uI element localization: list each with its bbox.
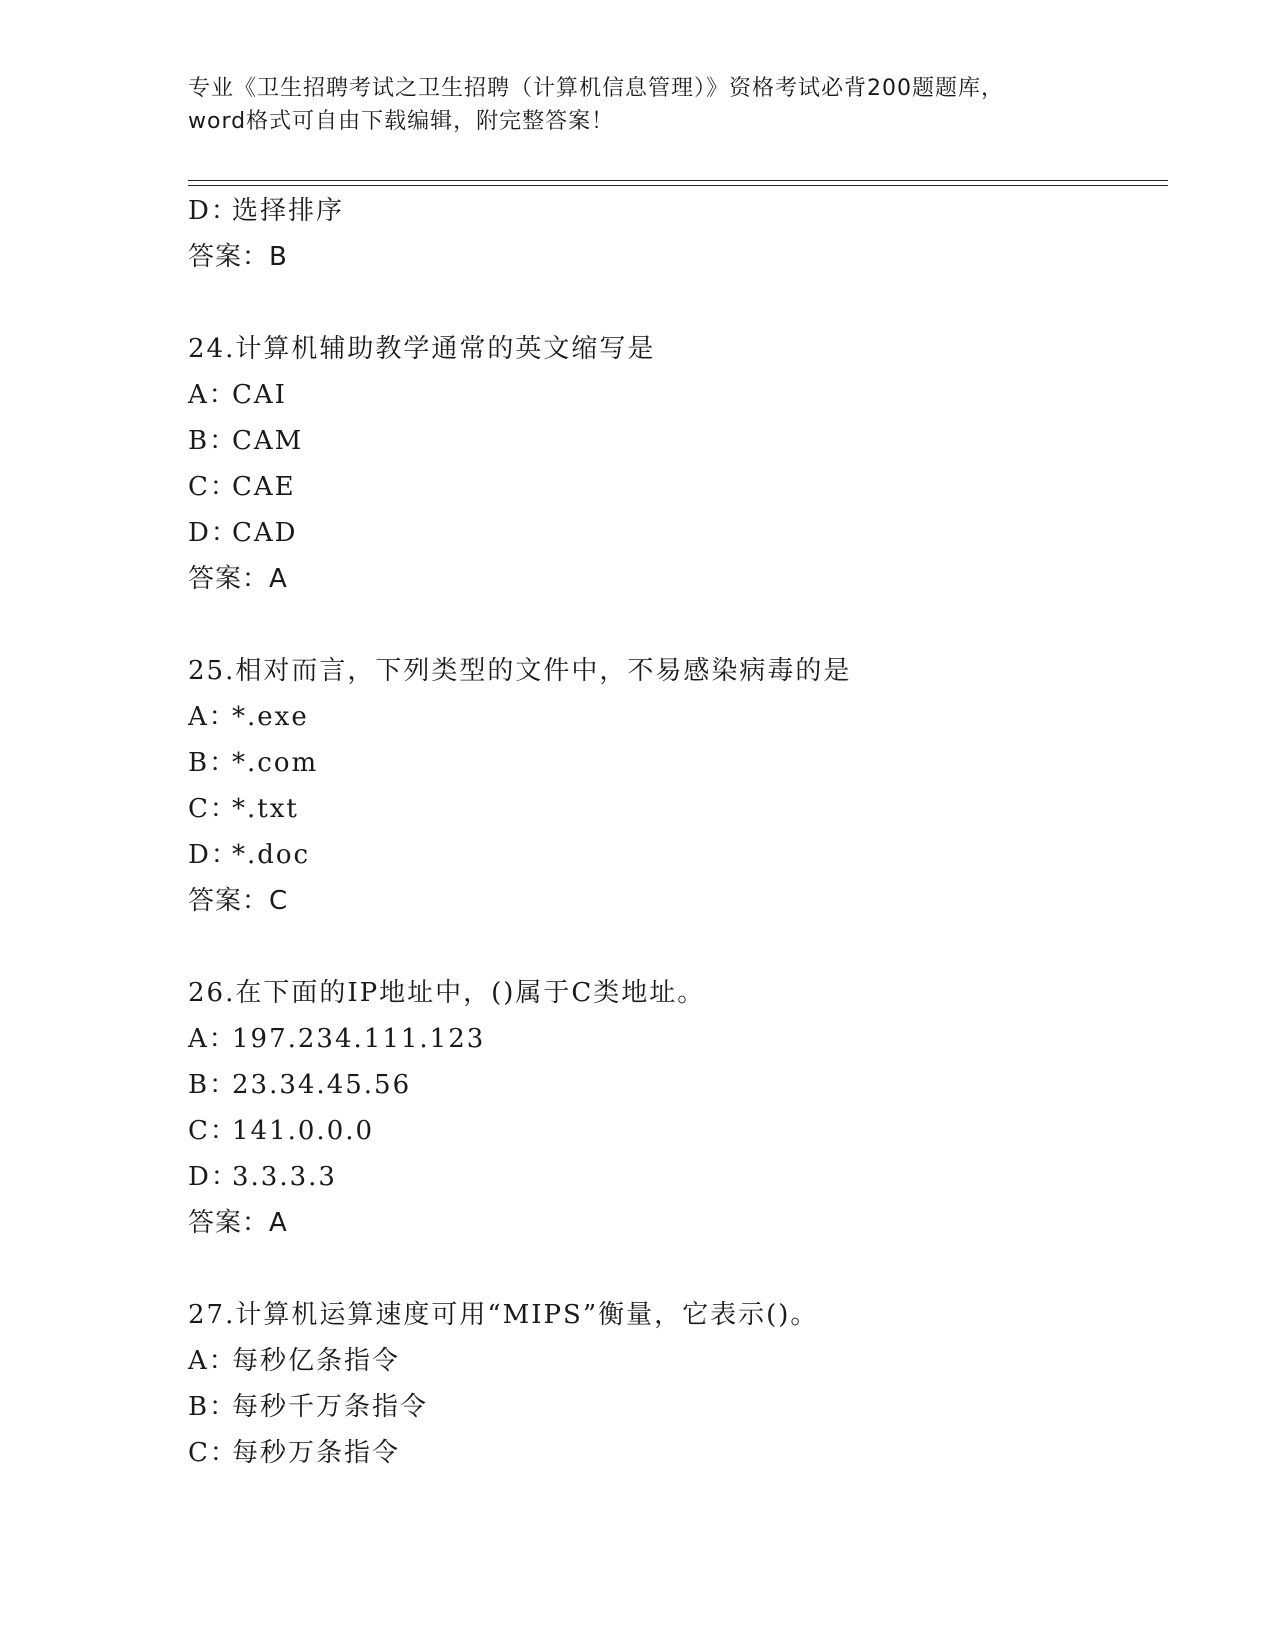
spacer [188,1246,1168,1292]
option-key: C： [188,1438,238,1468]
option-row [188,832,1168,878]
option-key: D： [188,196,239,226]
option-row [188,1154,1168,1200]
option-row [188,1062,1168,1108]
option-row [188,188,1168,234]
spacer [188,602,1168,648]
answer-line: 答案：A [188,1208,288,1238]
header-title-line-1: 专业《卫生招聘考试之卫生招聘（计算机信息管理）》资格考试必背200题题库， [188,76,1004,101]
option-key: D： [188,1162,239,1192]
option-key: D： [188,518,239,548]
question-list [188,188,1168,1476]
option-text: 141.0.0.0 [232,1116,375,1146]
option-key: D： [188,840,239,870]
option-row [188,1430,1168,1476]
option-key: B： [188,748,238,778]
option-row [188,418,1168,464]
spacer [188,924,1168,970]
option-text: 每秒千万条指令 [232,1392,429,1422]
option-key: B： [188,1070,238,1100]
option-row [188,740,1168,786]
answer-line: 答案：B [188,242,288,272]
option-text: *.exe [232,702,309,732]
option-text: 197.234.111.123 [232,1024,486,1054]
option-text: 3.3.3.3 [232,1162,337,1192]
option-key: C： [188,1116,238,1146]
option-text: 23.34.45.56 [232,1070,412,1100]
question-stem: 27.计算机运算速度可用“MIPS”衡量，它表示()。 [188,1300,819,1330]
question-stem: 25.相对而言，下列类型的文件中，不易感染病毒的是 [188,656,852,686]
option-row [188,510,1168,556]
option-row [188,1108,1168,1154]
option-text: CAI [232,380,287,410]
option-row [188,1338,1168,1384]
answer-line: 答案：A [188,564,288,594]
option-text: *.txt [232,794,299,824]
spacer [188,280,1168,326]
option-key: C： [188,472,238,502]
header-divider-bottom [188,185,1168,186]
option-text: 选择排序 [232,196,345,226]
option-row [188,464,1168,510]
option-key: B： [188,426,238,456]
answer-line: 答案：C [188,886,289,916]
option-key: A： [188,380,237,410]
option-key: A： [188,1024,237,1054]
option-text: *.doc [232,840,311,870]
option-text: CAM [232,426,304,456]
option-key: B： [188,1392,238,1422]
option-row [188,1016,1168,1062]
header-divider-top [188,180,1168,181]
question-stem: 26.在下面的IP地址中，()属于C类地址。 [188,978,706,1008]
option-key: A： [188,702,237,732]
option-key: A： [188,1346,237,1376]
option-text: *.com [232,748,319,778]
option-text: 每秒亿条指令 [232,1346,401,1376]
option-row [188,1384,1168,1430]
option-text: CAE [232,472,296,502]
option-text: CAD [232,518,298,548]
header-title-line-2: word格式可自由下载编辑，附完整答案！ [188,109,615,134]
document-header [188,72,1168,138]
option-row [188,694,1168,740]
option-text: 每秒万条指令 [232,1438,401,1468]
option-row [188,786,1168,832]
question-stem: 24.计算机辅助教学通常的英文缩写是 [188,334,656,364]
option-row [188,372,1168,418]
option-key: C： [188,794,238,824]
